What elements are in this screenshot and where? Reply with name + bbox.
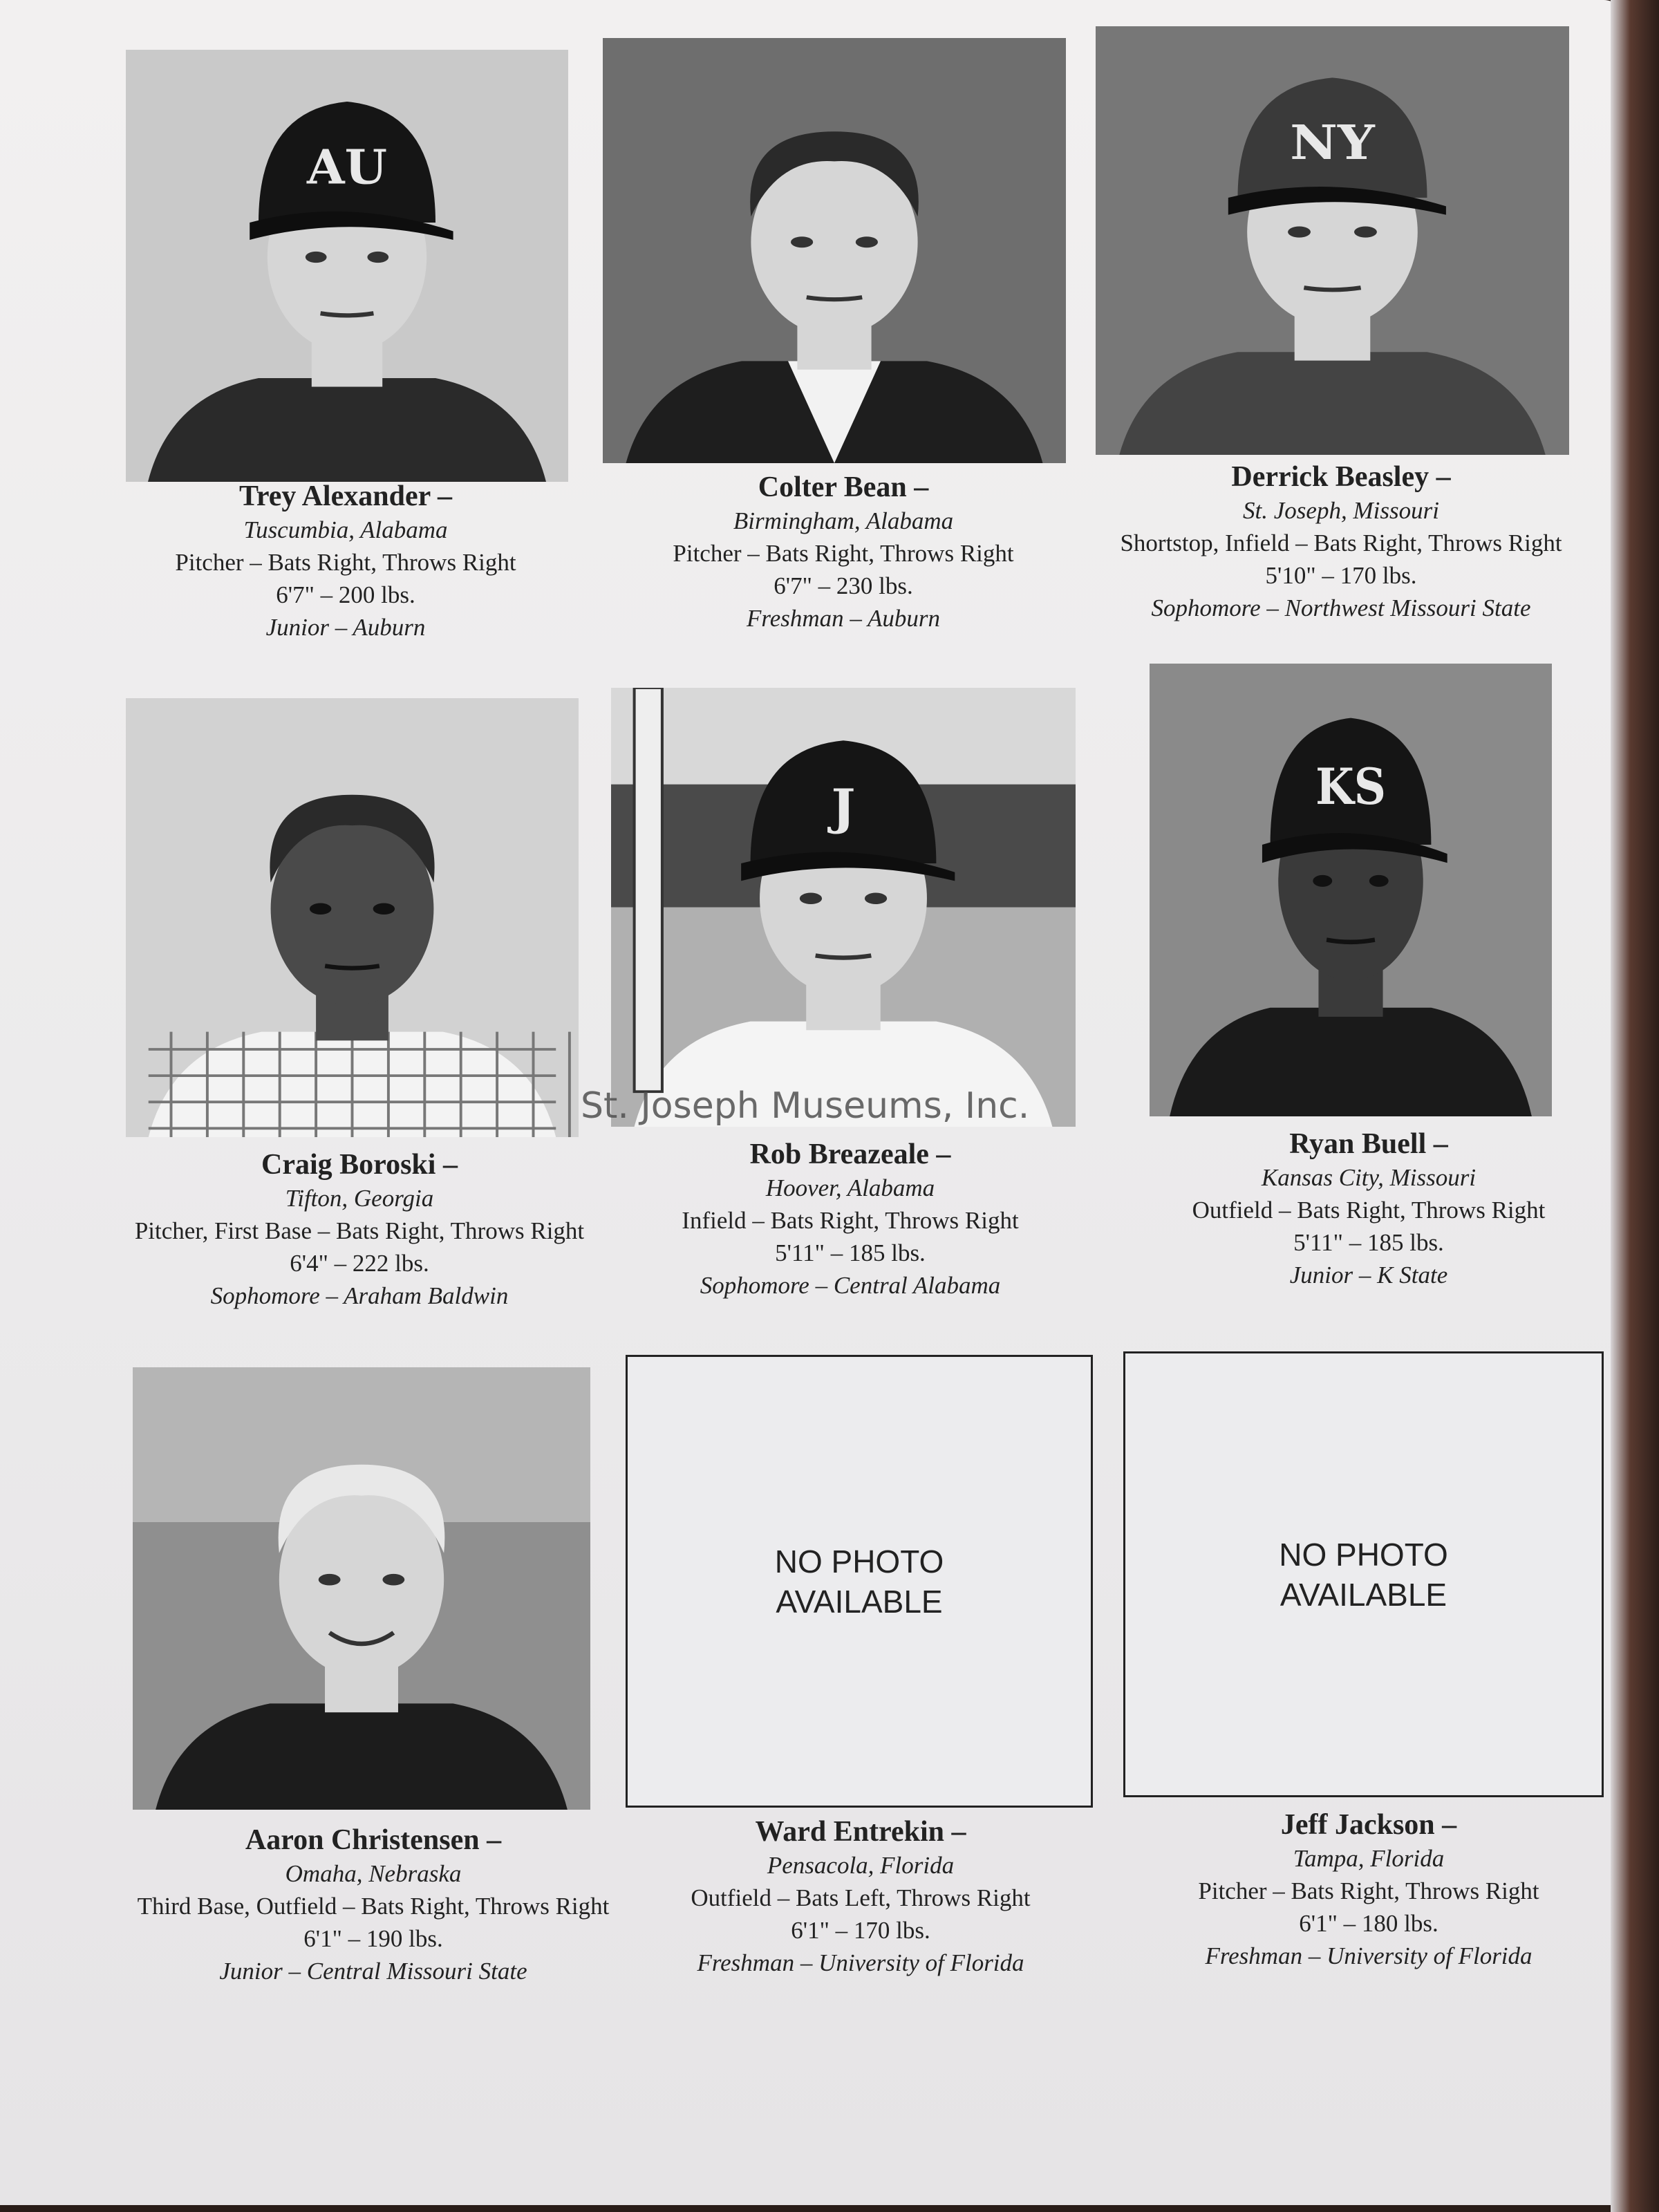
- player-class-school: Freshman – University of Florida: [697, 1949, 1024, 1976]
- player-photo: [133, 1367, 590, 1810]
- player-position: Shortstop, Infield – Bats Right, Throws Right: [1120, 529, 1562, 556]
- portrait-drawing: [1150, 664, 1552, 1116]
- no-photo-box: [626, 1355, 1093, 1808]
- player-class-school: Sophomore – Northwest Missouri State: [1151, 594, 1531, 621]
- svg-text:KS: KS: [1315, 758, 1386, 817]
- baseball-bat: [635, 688, 662, 1091]
- player-name: Ryan Buell –: [1289, 1128, 1448, 1160]
- player-position: Pitcher – Bats Right, Throws Right: [175, 549, 516, 576]
- portrait-drawing: [611, 688, 1076, 1127]
- no-photo-label: NO PHOTO AVAILABLE: [1279, 1536, 1448, 1613]
- player-hometown: Tampa, Florida: [1293, 1845, 1445, 1872]
- player-class-school: Junior – Central Missouri State: [219, 1958, 527, 1985]
- player-size: 6'1" – 190 lbs.: [303, 1925, 443, 1952]
- player-size: 5'11" – 185 lbs.: [775, 1239, 926, 1266]
- player-info: [104, 1823, 643, 1987]
- player-hometown: Kansas City, Missouri: [1261, 1164, 1477, 1191]
- player-name: Jeff Jackson –: [1280, 1809, 1457, 1841]
- player-photo: [1096, 26, 1569, 455]
- player-size: 5'10" – 170 lbs.: [1265, 562, 1417, 589]
- player-name: Rob Breazeale –: [749, 1138, 951, 1170]
- portrait-drawing: [126, 698, 579, 1137]
- player-photo: [1150, 664, 1552, 1116]
- player-class-school: Junior – K State: [1289, 1262, 1448, 1288]
- player-photo: [603, 38, 1066, 463]
- player-position: Pitcher – Bats Right, Throws Right: [1198, 1877, 1539, 1904]
- portrait-drawing: [603, 38, 1066, 463]
- player-class-school: Freshman – University of Florida: [1205, 1942, 1533, 1969]
- player-name: Aaron Christensen –: [245, 1824, 502, 1856]
- player-name: Colter Bean –: [758, 471, 929, 503]
- svg-text:NY: NY: [1290, 115, 1375, 171]
- player-hometown: Tifton, Georgia: [285, 1185, 434, 1212]
- player-hometown: St. Joseph, Missouri: [1243, 497, 1439, 524]
- player-position: Infield – Bats Right, Throws Right: [682, 1207, 1019, 1234]
- player-position: Outfield – Bats Right, Throws Right: [1192, 1197, 1546, 1224]
- player-hometown: Omaha, Nebraska: [285, 1860, 462, 1887]
- player-info: [594, 470, 1092, 635]
- player-info: [1106, 1808, 1631, 1972]
- player-photo: [126, 698, 579, 1137]
- player-class-school: Junior – Auburn: [265, 614, 426, 641]
- player-info: [1106, 1127, 1631, 1291]
- player-size: 5'11" – 185 lbs.: [1293, 1229, 1444, 1256]
- player-position: Outfield – Bats Left, Throws Right: [691, 1884, 1031, 1911]
- player-hometown: Hoover, Alabama: [765, 1174, 935, 1201]
- player-class-school: Sophomore – Central Alabama: [700, 1272, 1001, 1299]
- player-hometown: Pensacola, Florida: [767, 1852, 955, 1879]
- watermark: St. Joseph Museums, Inc.: [581, 1085, 1030, 1127]
- player-name: Trey Alexander –: [239, 480, 452, 512]
- player-photo: [126, 50, 568, 482]
- player-size: 6'1" – 180 lbs.: [1299, 1910, 1438, 1937]
- player-size: 6'4" – 222 lbs.: [290, 1250, 429, 1277]
- no-photo-box: [1123, 1351, 1604, 1797]
- player-hometown: Birmingham, Alabama: [733, 507, 954, 534]
- player-info: [608, 1815, 1113, 1979]
- player-size: 6'1" – 170 lbs.: [791, 1917, 930, 1944]
- portrait-drawing: [1096, 26, 1569, 455]
- player-name: Derrick Beasley –: [1231, 461, 1451, 493]
- player-info: [1085, 460, 1597, 624]
- player-position: Pitcher, First Base – Bats Right, Throws Right: [134, 1217, 585, 1244]
- portrait-drawing: [133, 1367, 590, 1810]
- no-photo-label: NO PHOTO AVAILABLE: [774, 1543, 944, 1620]
- player-class-school: Freshman – Auburn: [747, 605, 940, 632]
- svg-text:J: J: [831, 778, 856, 836]
- player-class-school: Sophomore – Araham Baldwin: [210, 1282, 509, 1309]
- svg-text:AU: AU: [307, 140, 387, 196]
- player-size: 6'7" – 230 lbs.: [774, 572, 913, 599]
- player-size: 6'7" – 200 lbs.: [276, 581, 415, 608]
- player-position: Pitcher – Bats Right, Throws Right: [673, 540, 1014, 567]
- player-name: Ward Entrekin –: [755, 1816, 966, 1848]
- player-info: [90, 479, 601, 644]
- player-name: Craig Boroski –: [261, 1149, 458, 1181]
- player-position: Third Base, Outfield – Bats Right, Throws Right: [137, 1893, 610, 1920]
- player-hometown: Tuscumbia, Alabama: [243, 516, 448, 543]
- player-info: [90, 1147, 629, 1312]
- player-photo: [611, 688, 1076, 1127]
- player-info: [608, 1137, 1092, 1302]
- portrait-drawing: [126, 50, 568, 482]
